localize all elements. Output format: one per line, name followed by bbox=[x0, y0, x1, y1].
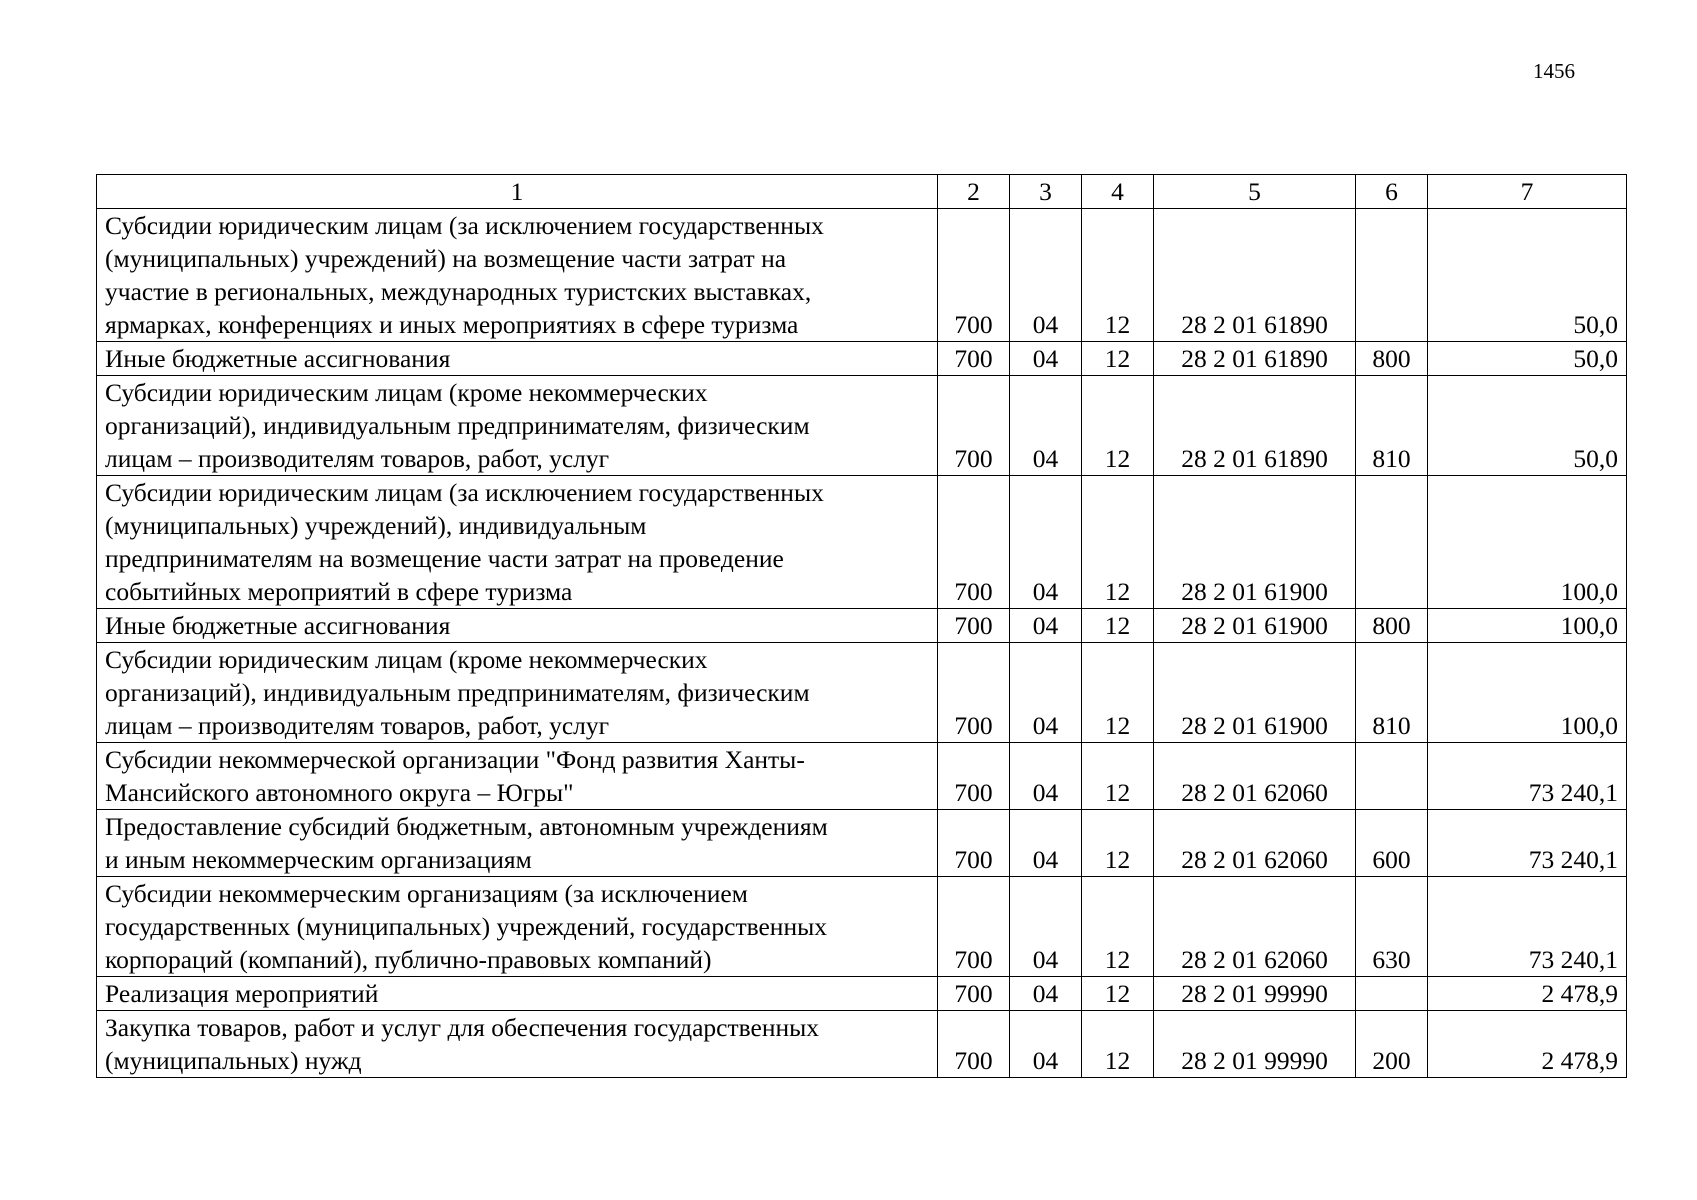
page-number: 1456 bbox=[1533, 59, 1575, 83]
cell-amount: 100,0 bbox=[1428, 476, 1627, 609]
table-row bbox=[97, 342, 1627, 376]
table-row bbox=[97, 643, 1627, 743]
row-description: Иные бюджетные ассигнования bbox=[97, 609, 938, 643]
cell-col3: 04 bbox=[1010, 376, 1082, 476]
cell-col3: 04 bbox=[1010, 1011, 1082, 1078]
table-row bbox=[97, 877, 1627, 977]
cell-col4: 12 bbox=[1082, 810, 1154, 877]
cell-col2: 700 bbox=[938, 643, 1010, 743]
table-row bbox=[97, 743, 1627, 810]
cell-col6 bbox=[1356, 209, 1428, 342]
cell-col2: 700 bbox=[938, 476, 1010, 609]
cell-col2: 700 bbox=[938, 342, 1010, 376]
cell-col4: 12 bbox=[1082, 743, 1154, 810]
cell-amount: 50,0 bbox=[1428, 342, 1627, 376]
cell-code: 28 2 01 61900 bbox=[1154, 609, 1356, 643]
cell-code: 28 2 01 99990 bbox=[1154, 1011, 1356, 1078]
cell-code: 28 2 01 62060 bbox=[1154, 877, 1356, 977]
cell-col2: 700 bbox=[938, 810, 1010, 877]
cell-col2: 700 bbox=[938, 609, 1010, 643]
cell-col3: 04 bbox=[1010, 877, 1082, 977]
row-description: Иные бюджетные ассигнования bbox=[97, 342, 938, 376]
cell-col4: 12 bbox=[1082, 476, 1154, 609]
table-header-row bbox=[97, 175, 1627, 209]
cell-col4: 12 bbox=[1082, 977, 1154, 1011]
cell-code: 28 2 01 99990 bbox=[1154, 977, 1356, 1011]
cell-col3: 04 bbox=[1010, 977, 1082, 1011]
cell-amount: 2 478,9 bbox=[1428, 1011, 1627, 1078]
cell-amount: 2 478,9 bbox=[1428, 977, 1627, 1011]
cell-col6 bbox=[1356, 743, 1428, 810]
cell-amount: 73 240,1 bbox=[1428, 877, 1627, 977]
cell-col4: 12 bbox=[1082, 376, 1154, 476]
cell-col6: 600 bbox=[1356, 810, 1428, 877]
table-row bbox=[97, 476, 1627, 609]
row-description: Субсидии юридическим лицам (кроме некоммерческих организаций), индивидуальным предпринимателям, физическим лицам – производителям товаров, работ, услуг bbox=[97, 376, 938, 476]
table-row bbox=[97, 376, 1627, 476]
cell-col2: 700 bbox=[938, 743, 1010, 810]
cell-col4: 12 bbox=[1082, 342, 1154, 376]
header-cell: 7 bbox=[1428, 175, 1627, 209]
cell-code: 28 2 01 61900 bbox=[1154, 476, 1356, 609]
cell-amount: 73 240,1 bbox=[1428, 743, 1627, 810]
row-description: Реализация мероприятий bbox=[97, 977, 938, 1011]
cell-amount: 73 240,1 bbox=[1428, 810, 1627, 877]
cell-col4: 12 bbox=[1082, 609, 1154, 643]
cell-col6: 630 bbox=[1356, 877, 1428, 977]
cell-col6 bbox=[1356, 476, 1428, 609]
table-row bbox=[97, 209, 1627, 342]
cell-col3: 04 bbox=[1010, 342, 1082, 376]
cell-col4: 12 bbox=[1082, 877, 1154, 977]
table-row bbox=[97, 977, 1627, 1011]
cell-amount: 50,0 bbox=[1428, 209, 1627, 342]
cell-col3: 04 bbox=[1010, 209, 1082, 342]
cell-col3: 04 bbox=[1010, 609, 1082, 643]
cell-col6 bbox=[1356, 977, 1428, 1011]
cell-code: 28 2 01 61890 bbox=[1154, 376, 1356, 476]
cell-col3: 04 bbox=[1010, 476, 1082, 609]
header-cell: 4 bbox=[1082, 175, 1154, 209]
row-description: Закупка товаров, работ и услуг для обеспечения государственных (муниципальных) нужд bbox=[97, 1011, 938, 1078]
row-description: Субсидии юридическим лицам (кроме некоммерческих организаций), индивидуальным предпринимателям, физическим лицам – производителям товаров, работ, услуг bbox=[97, 643, 938, 743]
cell-code: 28 2 01 61900 bbox=[1154, 643, 1356, 743]
table-row bbox=[97, 810, 1627, 877]
row-description: Субсидии юридическим лицам (за исключением государственных (муниципальных) учреждений), индивидуальным предпринимателям на возмещение части затрат на проведение событийных мероприятий в сфере туризма bbox=[97, 476, 938, 609]
cell-code: 28 2 01 61890 bbox=[1154, 209, 1356, 342]
row-description: Субсидии некоммерческим организациям (за исключением государственных (муниципальных) учреждений, государственных корпораций (компаний), публично-правовых компаний) bbox=[97, 877, 938, 977]
cell-code: 28 2 01 62060 bbox=[1154, 743, 1356, 810]
cell-col3: 04 bbox=[1010, 810, 1082, 877]
cell-code: 28 2 01 61890 bbox=[1154, 342, 1356, 376]
cell-col3: 04 bbox=[1010, 743, 1082, 810]
cell-col2: 700 bbox=[938, 877, 1010, 977]
cell-amount: 100,0 bbox=[1428, 609, 1627, 643]
budget-table bbox=[96, 174, 1627, 1078]
cell-col4: 12 bbox=[1082, 1011, 1154, 1078]
cell-amount: 50,0 bbox=[1428, 376, 1627, 476]
cell-col3: 04 bbox=[1010, 643, 1082, 743]
row-description: Субсидии некоммерческой организации "Фонд развития Ханты- Мансийского автономного округа – Югры" bbox=[97, 743, 938, 810]
cell-col6: 200 bbox=[1356, 1011, 1428, 1078]
table-row bbox=[97, 609, 1627, 643]
cell-col6: 810 bbox=[1356, 376, 1428, 476]
header-cell: 3 bbox=[1010, 175, 1082, 209]
header-cell: 1 bbox=[97, 175, 938, 209]
header-cell: 2 bbox=[938, 175, 1010, 209]
header-cell: 6 bbox=[1356, 175, 1428, 209]
cell-col6: 800 bbox=[1356, 342, 1428, 376]
row-description: Субсидии юридическим лицам (за исключением государственных (муниципальных) учреждений) на возмещение части затрат на участие в региональных, международных туристских выставках, ярмарках, конференциях и иных мероприятиях в сфере туризма bbox=[97, 209, 938, 342]
row-description: Предоставление субсидий бюджетным, автономным учреждениям и иным некоммерческим организациям bbox=[97, 810, 938, 877]
cell-col6: 800 bbox=[1356, 609, 1428, 643]
table-row bbox=[97, 1011, 1627, 1078]
cell-col6: 810 bbox=[1356, 643, 1428, 743]
cell-col4: 12 bbox=[1082, 209, 1154, 342]
cell-col2: 700 bbox=[938, 977, 1010, 1011]
cell-amount: 100,0 bbox=[1428, 643, 1627, 743]
cell-col4: 12 bbox=[1082, 643, 1154, 743]
cell-col2: 700 bbox=[938, 1011, 1010, 1078]
cell-col2: 700 bbox=[938, 209, 1010, 342]
cell-code: 28 2 01 62060 bbox=[1154, 810, 1356, 877]
cell-col2: 700 bbox=[938, 376, 1010, 476]
header-cell: 5 bbox=[1154, 175, 1356, 209]
